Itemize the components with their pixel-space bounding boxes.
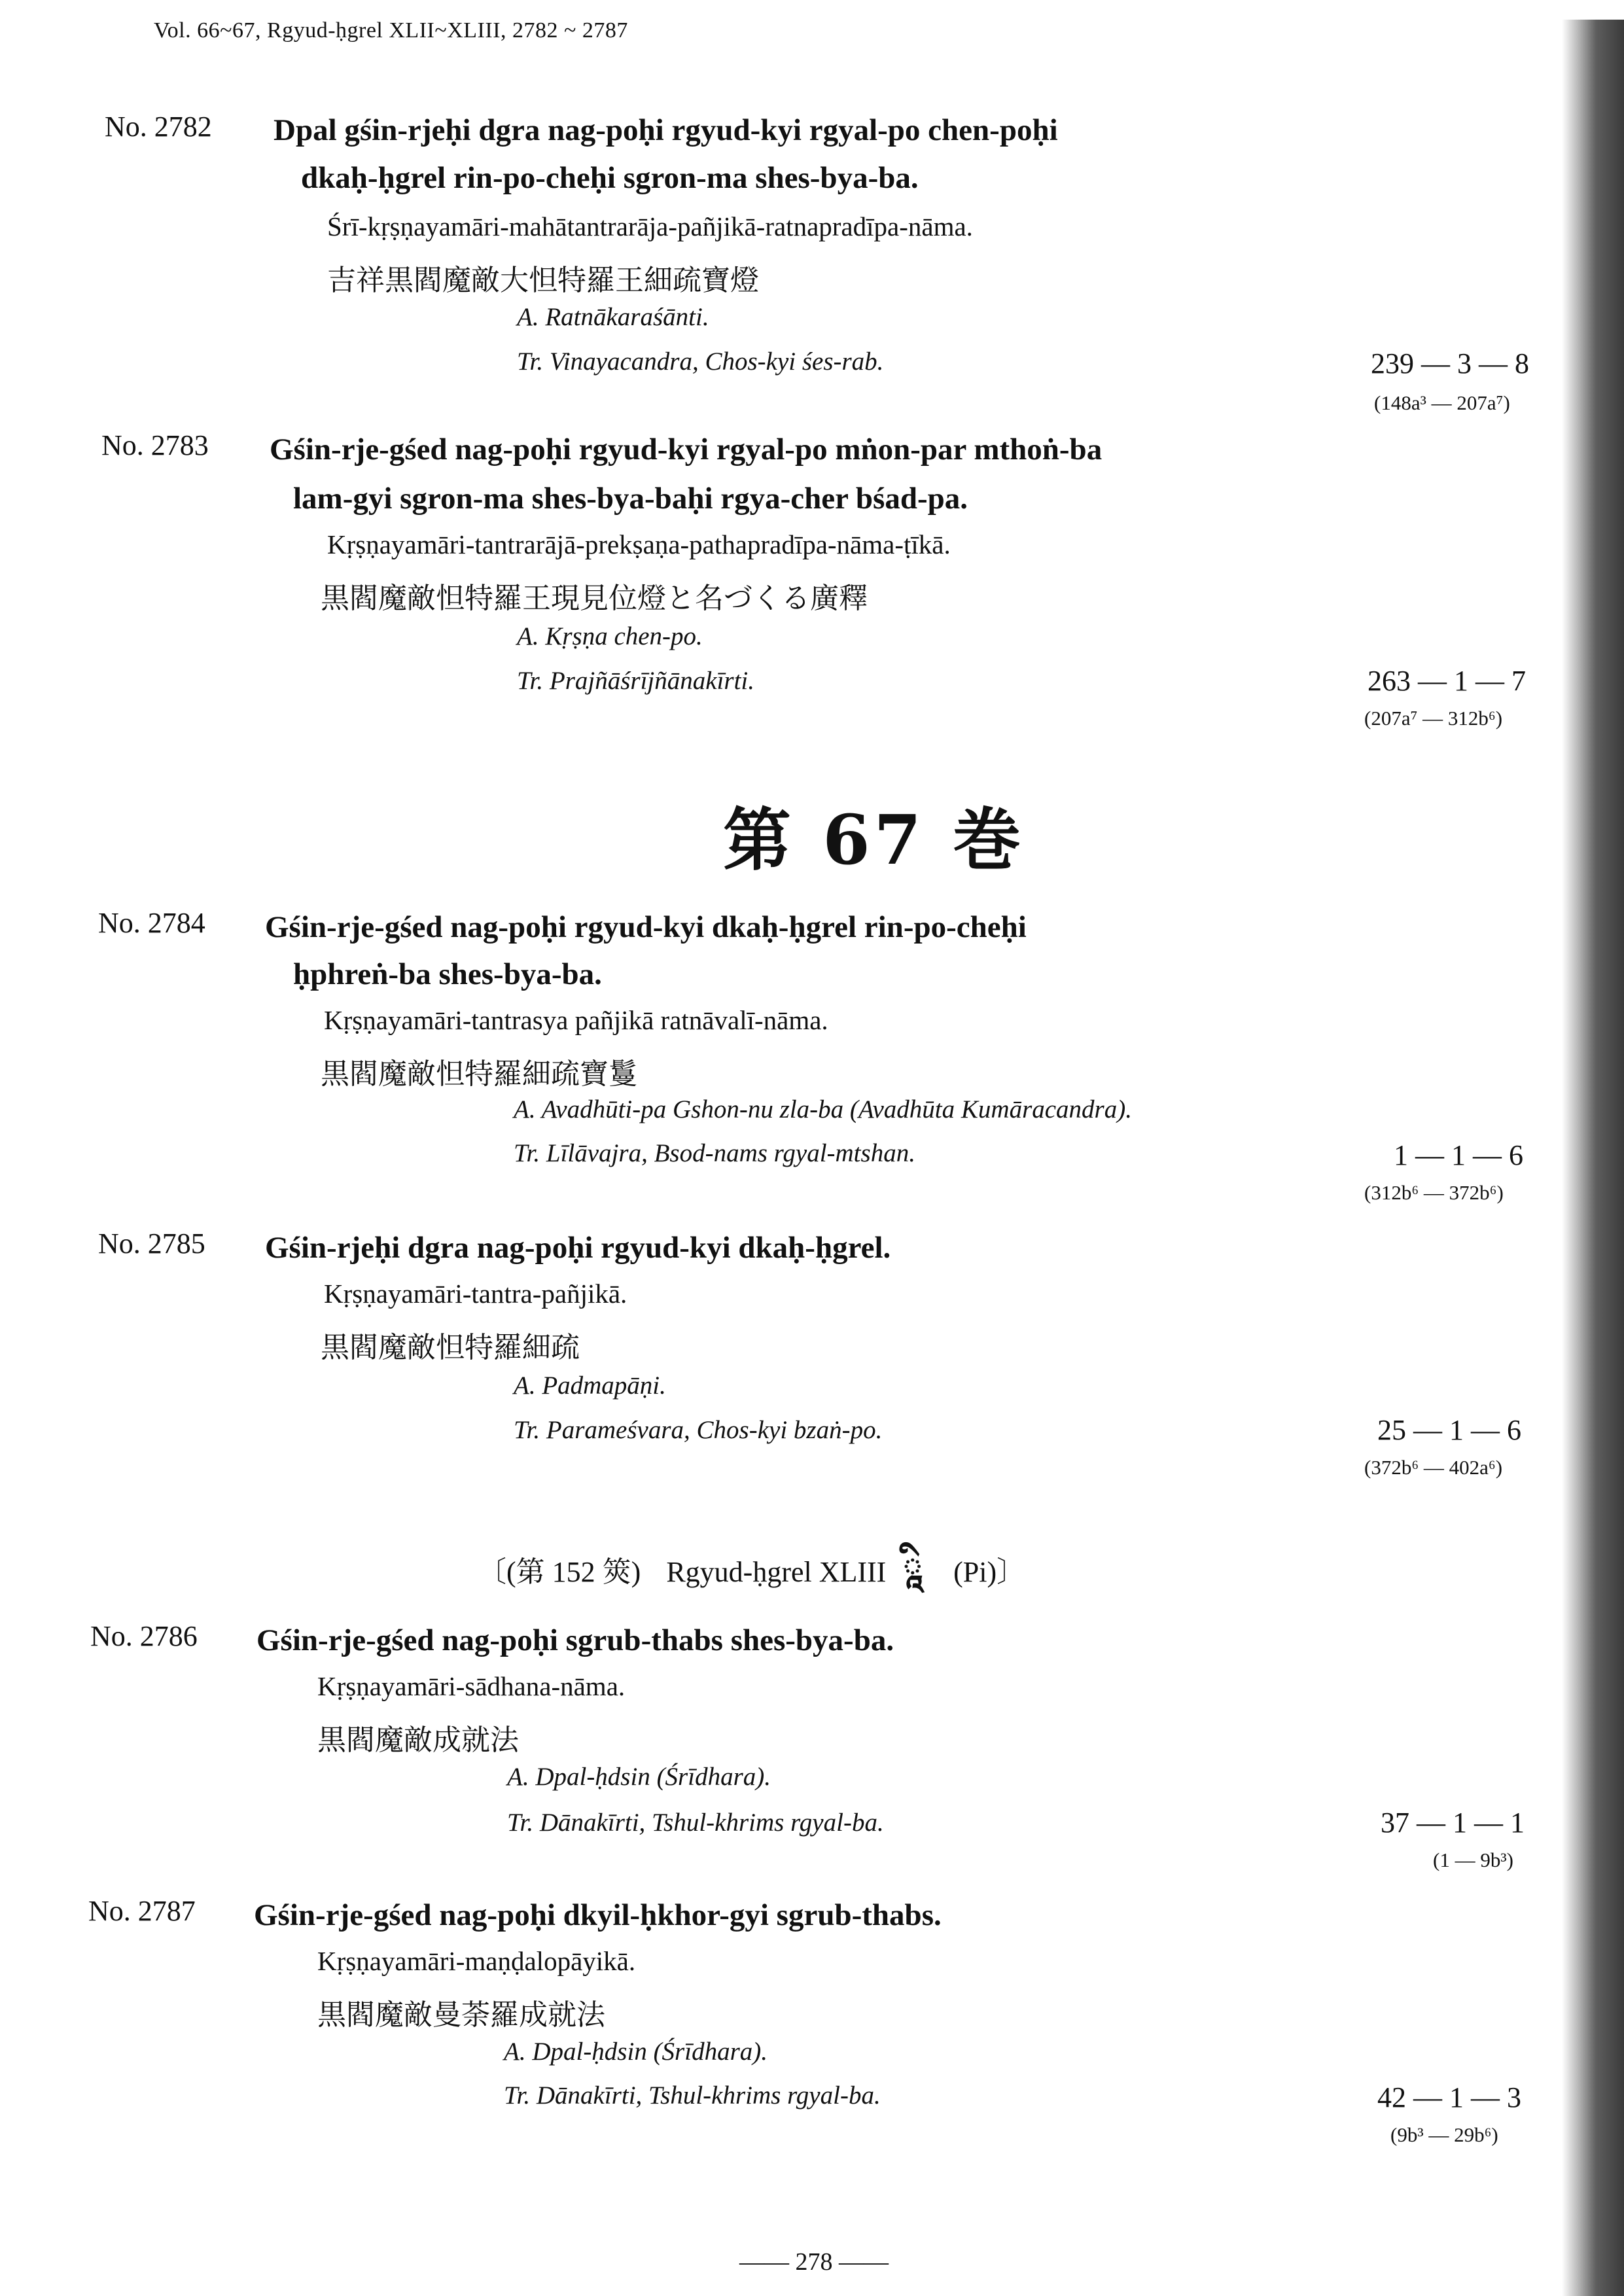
translator: Tr. Dānakīrti, Tshul-khrims rgyal-ba.	[504, 2081, 881, 2110]
tibetan-title-line2: lam-gyi sgron-ma shes-bya-baḥi rgya-cher bśad-pa.	[293, 482, 968, 516]
volume-reference: 1 — 1 — 6	[1394, 1139, 1523, 1171]
author: A. Dpal-ḥdsin (Śrīdhara).	[507, 1763, 771, 1791]
tibetan-title-line2: ḥphreṅ-ba shes-bya-ba.	[293, 957, 602, 991]
folio-range: (372b⁶ — 402a⁶)	[1364, 1456, 1503, 1479]
author: A. Ratnākaraśānti.	[517, 303, 709, 331]
author: A. Avadhūti-pa Gshon-nu zla-ba (Avadhūta Kumāracandra).	[514, 1095, 1132, 1123]
tibetan-title-line2: dkaḥ-ḥgrel rin-po-cheḥi sgron-ma shes-bya-ba.	[301, 161, 919, 195]
sanskrit-title: Kṛṣṇayamāri-tantra-pañjikā.	[324, 1279, 627, 1309]
section-case-number: 〔(第 152 筴)	[478, 1556, 641, 1588]
page-number: —— 278 ——	[739, 2248, 889, 2276]
folio-range: (312b⁶ — 372b⁶)	[1364, 1181, 1504, 1204]
volume-reference: 25 — 1 — 6	[1377, 1414, 1521, 1446]
sanskrit-title: Kṛṣṇayamāri-tantrasya pañjikā ratnāvalī-nāma.	[324, 1005, 828, 1035]
section-letter: (Pi)〕	[953, 1556, 1026, 1588]
volume-heading: 第 67 巻	[723, 800, 1025, 880]
chinese-title: 黒閻魔敵成就法	[317, 1723, 519, 1757]
volume-reference: 239 — 3 — 8	[1371, 347, 1529, 380]
entry-number: No. 2785	[98, 1227, 205, 1260]
tibetan-title-line1: Gśin-rje-gśed nag-poḥi sgrub-thabs shes-bya-ba.	[256, 1623, 894, 1657]
volume-reference: 263 — 1 — 7	[1368, 665, 1526, 697]
translator: Tr. Dānakīrti, Tshul-khrims rgyal-ba.	[507, 1809, 884, 1837]
folio-range: (207a⁷ — 312b⁶)	[1364, 707, 1503, 730]
author: A. Padmapāṇi.	[514, 1371, 666, 1400]
folio-range: (148a³ — 207a⁷)	[1374, 391, 1510, 414]
entry-number: No. 2787	[88, 1895, 196, 1927]
entry-number: No. 2783	[101, 429, 209, 461]
tibetan-title-line1: Gśin-rje-gśed nag-poḥi dkyil-ḥkhor-gyi sgrub-thabs.	[254, 1898, 942, 1932]
tibetan-title-line1: Gśin-rje-gśed nag-poḥi rgyud-kyi dkaḥ-ḥgrel rin-po-cheḥi	[265, 910, 1027, 944]
entry-number: No. 2784	[98, 907, 205, 939]
author: A. Dpal-ḥdsin (Śrīdhara).	[504, 2038, 768, 2066]
sanskrit-title: Kṛṣṇayamāri-maṇḍalopāyikā.	[317, 1946, 636, 1976]
translator: Tr. Līlāvajra, Bsod-nams rgyal-mtshan.	[514, 1139, 915, 1167]
tibetan-title-line1: Gśin-rjeḥi dgra nag-poḥi rgyud-kyi dkaḥ-ḥgrel.	[265, 1231, 891, 1265]
folio-range: (1 — 9b³)	[1433, 1848, 1513, 1871]
volume-reference: 37 — 1 — 1	[1381, 1807, 1525, 1839]
tibetan-title-line1: Gśin-rje-gśed nag-poḥi rgyud-kyi rgyal-po mṅon-par mthoṅ-ba	[270, 433, 1103, 467]
sanskrit-title: Śrī-kṛṣṇayamāri-mahātantrarāja-pañjikā-ratnapradīpa-nāma.	[327, 211, 973, 241]
sanskrit-title: Kṛṣṇayamāri-sādhana-nāma.	[317, 1671, 626, 1701]
section-title: Rgyud-ḥgrel XLIII	[666, 1556, 887, 1588]
translator: Tr. Parameśvara, Chos-kyi bzaṅ-po.	[514, 1416, 883, 1444]
folio-range: (9b³ — 29b⁶)	[1390, 2123, 1498, 2146]
author: A. Kṛṣṇa chen-po.	[517, 622, 703, 650]
chinese-title: 黒閻魔敵怛特羅細疏	[321, 1331, 580, 1364]
volume-reference: 42 — 1 — 3	[1377, 2081, 1521, 2113]
running-head: Vol. 66~67, Rgyud-ḥgrel XLII~XLIII, 2782 ~ 2787	[154, 18, 628, 43]
chinese-title: 黒閻魔敵怛特羅王現見位燈と名づくる廣釋	[321, 582, 868, 615]
tibetan-letter-symbol: ཱི	[902, 1549, 923, 1590]
chinese-title: 黒閻魔敵曼荼羅成就法	[317, 1998, 605, 2032]
tibetan-title-line1: Dpal gśin-rjeḥi dgra nag-poḥi rgyud-kyi rgyal-po chen-poḥi	[274, 113, 1058, 147]
entry-number: No. 2782	[105, 111, 212, 143]
sanskrit-title: Kṛṣṇayamāri-tantrarājā-prekṣaṇa-pathapradīpa-nāma-ṭīkā.	[327, 529, 951, 559]
chinese-title: 黒閻魔敵怛特羅細疏寶鬘	[321, 1057, 637, 1091]
chinese-title: 吉祥黒閻魔敵大怛特羅王細疏寶燈	[327, 264, 759, 297]
page-edge-shadow	[1562, 20, 1624, 2296]
section-heading	[478, 1528, 1025, 1631]
translator: Tr. Prajñāśrījñānakīrti.	[517, 667, 754, 695]
entry-number: No. 2786	[90, 1620, 198, 1652]
translator: Tr. Vinayacandra, Chos-kyi śes-rab.	[517, 347, 884, 376]
